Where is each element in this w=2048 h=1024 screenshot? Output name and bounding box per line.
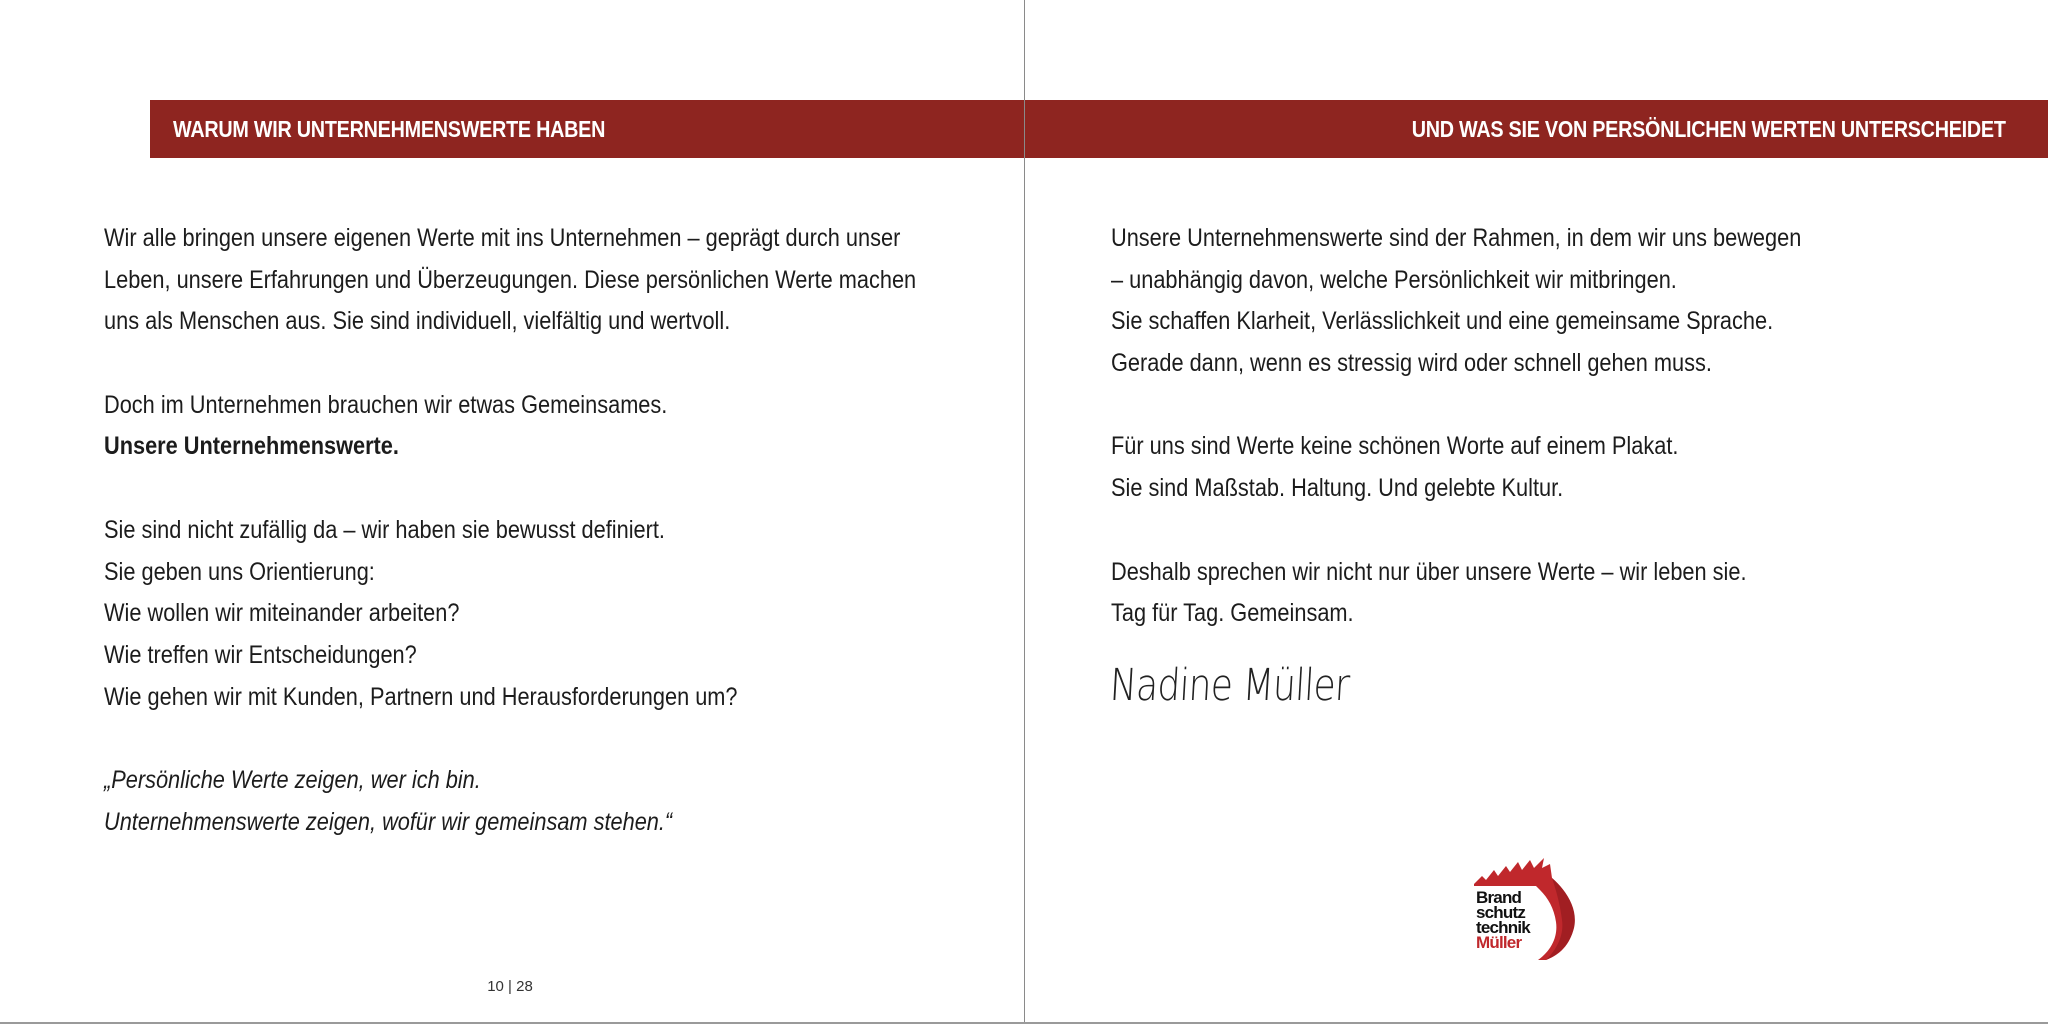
body-line: Für uns sind Werte keine schönen Worte auf einem Plakat. (1111, 432, 1679, 461)
body-line: Tag für Tag. Gemeinsam. (1111, 599, 1354, 628)
emphasis-line: Unsere Unternehmenswerte. (104, 432, 399, 461)
quote-line: „Persönliche Werte zeigen, wer ich bin. (104, 765, 481, 794)
paragraph-gap (104, 718, 1037, 760)
body-line: Wie gehen wir mit Kunden, Partnern und Herausforderungen um? (104, 682, 738, 711)
logo-line: technik (1476, 918, 1530, 937)
right-banner-title: UND WAS SIE VON PERSÖNLICHEN WERTEN UNTERSCHEIDET (1412, 116, 2006, 142)
logo-line: schutz (1476, 903, 1526, 922)
paragraph-gap (104, 343, 1037, 385)
body-line: Sie sind Maßstab. Haltung. Und gelebte Kultur. (1111, 474, 1564, 503)
signature: Nadine Müller (1108, 660, 1351, 711)
body-line: uns als Menschen aus. Sie sind individuell, vielfältig und wertvoll. (104, 307, 731, 336)
body-line: Leben, unsere Erfahrungen und Überzeugungen. Diese persönlichen Werte machen (104, 265, 917, 294)
page-number: 10 | 28 (487, 978, 533, 995)
right-body-text (1111, 218, 1904, 635)
quote-line: Unternehmenswerte zeigen, wofür wir gemeinsam stehen.“ (104, 807, 673, 836)
body-line: Sie schaffen Klarheit, Verlässlichkeit und eine gemeinsame Sprache. (1111, 307, 1774, 336)
body-line: Deshalb sprechen wir nicht nur über unsere Werte – wir leben sie. (1111, 557, 1747, 586)
left-body-text (104, 218, 1037, 843)
body-line: – unabhängig davon, welche Persönlichkeit wir mitbringen. (1111, 265, 1677, 294)
body-line: Gerade dann, wenn es stressig wird oder schnell gehen muss. (1111, 349, 1712, 378)
body-line: Wie wollen wir miteinander arbeiten? (104, 599, 460, 628)
body-line: Sie sind nicht zufällig da – wir haben sie bewusst definiert. (104, 515, 665, 544)
body-line: Sie geben uns Orientierung: (104, 557, 375, 586)
logo-wordmark (1476, 890, 1530, 950)
right-banner (1025, 100, 2048, 158)
company-logo (1472, 858, 1582, 960)
logo-line: Müller (1476, 933, 1522, 952)
left-banner-title: WARUM WIR UNTERNEHMENSWERTE HABEN (173, 116, 606, 142)
logo-line: Brand (1476, 888, 1522, 907)
body-line: Wie treffen wir Entscheidungen? (104, 640, 417, 669)
left-banner (150, 100, 1024, 158)
body-line: Unsere Unternehmenswerte sind der Rahmen, in dem wir uns bewegen (1111, 224, 1802, 252)
paragraph-gap (104, 468, 1037, 510)
body-line: Doch im Unternehmen brauchen wir etwas Gemeinsames. (104, 390, 668, 419)
paragraph-gap (1111, 385, 1904, 427)
paragraph-gap (1111, 510, 1904, 552)
body-line: Wir alle bringen unsere eigenen Werte mit ins Unternehmen – geprägt durch unser (104, 224, 901, 252)
